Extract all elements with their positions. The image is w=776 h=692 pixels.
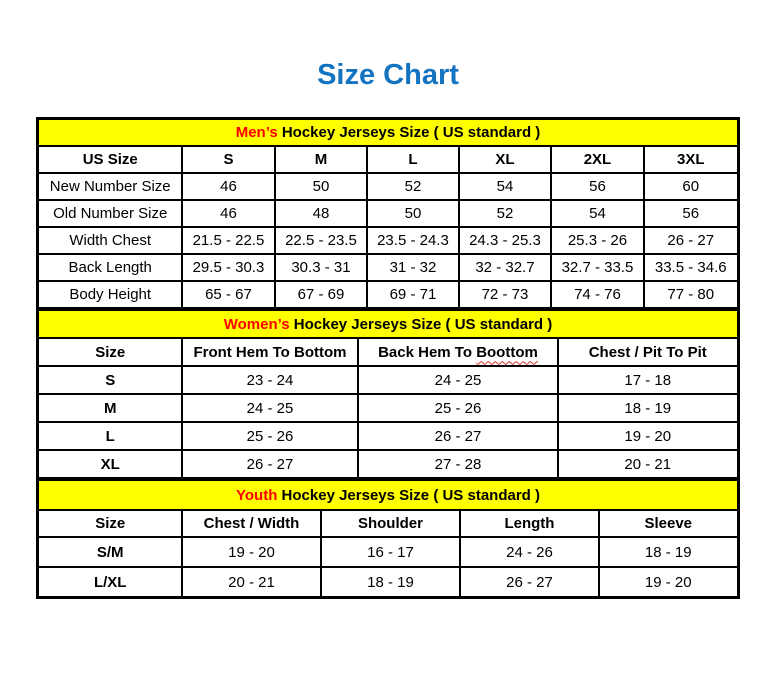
mens-size-table (36, 117, 739, 310)
womens-column-header-row (38, 338, 738, 366)
womens-section-accent: Women’s (223, 315, 290, 333)
size-value-cell: 56 (551, 173, 644, 200)
column-header-shoulder: Shoulder (321, 510, 460, 537)
row-label: M (38, 394, 182, 422)
row-label: New Number Size (38, 173, 182, 200)
size-value-cell: 19 - 20 (599, 567, 738, 598)
youth-section-title-text: Hockey Jerseys Size ( US standard ) (277, 486, 540, 504)
size-value-cell: 32.7 - 33.5 (551, 254, 644, 281)
table-row (38, 394, 738, 422)
row-label: Back Length (38, 254, 182, 281)
size-value-cell: 18 - 19 (558, 394, 738, 422)
size-value-cell: 22.5 - 23.5 (275, 227, 367, 254)
size-value-cell: 29.5 - 30.3 (182, 254, 275, 281)
size-value-cell: 25 - 26 (358, 394, 558, 422)
table-row (38, 173, 738, 200)
size-value-cell: 21.5 - 22.5 (182, 227, 275, 254)
table-row (38, 450, 738, 479)
column-header-size: Size (38, 510, 182, 537)
row-label: Width Chest (38, 227, 182, 254)
table-row (38, 567, 738, 598)
size-value-cell: 32 - 32.7 (459, 254, 551, 281)
size-value-cell: 18 - 19 (321, 567, 460, 598)
womens-size-table (36, 308, 739, 480)
column-header-length: Length (460, 510, 599, 537)
size-value-cell: 16 - 17 (321, 537, 460, 567)
table-row (38, 537, 738, 567)
size-value-cell: 26 - 27 (182, 450, 358, 479)
size-value-cell: 24 - 26 (460, 537, 599, 567)
column-header-l: L (367, 146, 459, 173)
size-value-cell: 77 - 80 (644, 281, 738, 309)
womens-section-title-text: Hockey Jerseys Size ( US standard ) (289, 315, 553, 333)
youth-column-header-row (38, 510, 738, 537)
table-row (38, 254, 738, 281)
size-value-cell: 19 - 20 (182, 537, 321, 567)
size-value-cell: 72 - 73 (459, 281, 551, 309)
size-value-cell: 26 - 27 (358, 422, 558, 450)
column-header-m: M (275, 146, 367, 173)
mens-section-header-row (38, 119, 738, 147)
column-header-s: S (182, 146, 275, 173)
column-header-3xl: 3XL (644, 146, 738, 173)
size-value-cell: 25.3 - 26 (551, 227, 644, 254)
row-label: Old Number Size (38, 200, 182, 227)
youth-size-table (36, 478, 739, 599)
column-header-back-hem (358, 338, 558, 366)
size-value-cell: 26 - 27 (460, 567, 599, 598)
size-value-cell: 65 - 67 (182, 281, 275, 309)
size-value-cell: 46 (182, 173, 275, 200)
size-value-cell: 26 - 27 (644, 227, 738, 254)
size-value-cell: 19 - 20 (558, 422, 738, 450)
column-header-us-size: US Size (38, 146, 182, 173)
youth-section-accent: Youth (236, 486, 278, 504)
youth-section-header (38, 480, 738, 511)
size-value-cell: 46 (182, 200, 275, 227)
column-header-front-hem: Front Hem To Bottom (182, 338, 358, 366)
row-label: S/M (38, 537, 182, 567)
table-row (38, 422, 738, 450)
size-value-cell: 25 - 26 (182, 422, 358, 450)
size-value-cell: 50 (275, 173, 367, 200)
size-value-cell: 33.5 - 34.6 (644, 254, 738, 281)
size-value-cell: 69 - 71 (367, 281, 459, 309)
size-value-cell: 60 (644, 173, 738, 200)
back-hem-misspelled-word: Boottom (476, 343, 538, 361)
back-hem-label-prefix: Back Hem To (378, 343, 477, 361)
row-label: S (38, 366, 182, 394)
row-label: L/XL (38, 567, 182, 598)
size-value-cell: 30.3 - 31 (275, 254, 367, 281)
size-value-cell: 54 (551, 200, 644, 227)
size-value-cell: 23.5 - 24.3 (367, 227, 459, 254)
row-label: L (38, 422, 182, 450)
size-value-cell: 24 - 25 (182, 394, 358, 422)
size-value-cell: 31 - 32 (367, 254, 459, 281)
table-row (38, 366, 738, 394)
size-value-cell: 20 - 21 (558, 450, 738, 479)
table-row (38, 227, 738, 254)
column-header-size: Size (38, 338, 182, 366)
size-value-cell: 20 - 21 (182, 567, 321, 598)
youth-section-header-row (38, 480, 738, 511)
size-value-cell: 23 - 24 (182, 366, 358, 394)
column-header-chest-pit: Chest / Pit To Pit (558, 338, 738, 366)
table-row (38, 200, 738, 227)
womens-section-header-row (38, 310, 738, 339)
size-value-cell: 27 - 28 (358, 450, 558, 479)
page-title: Size Chart (317, 59, 459, 91)
size-value-cell: 18 - 19 (599, 537, 738, 567)
size-value-cell: 48 (275, 200, 367, 227)
size-value-cell: 50 (367, 200, 459, 227)
size-value-cell: 56 (644, 200, 738, 227)
mens-column-header-row (38, 146, 738, 173)
column-header-xl: XL (459, 146, 551, 173)
row-label: Body Height (38, 281, 182, 309)
size-value-cell: 24.3 - 25.3 (459, 227, 551, 254)
mens-section-title-text: Hockey Jerseys Size ( US standard ) (277, 124, 541, 141)
size-value-cell: 17 - 18 (558, 366, 738, 394)
size-value-cell: 67 - 69 (275, 281, 367, 309)
table-row (38, 281, 738, 309)
size-value-cell: 52 (459, 200, 551, 227)
column-header-chest-width: Chest / Width (182, 510, 321, 537)
size-value-cell: 54 (459, 173, 551, 200)
column-header-sleeve: Sleeve (599, 510, 738, 537)
size-value-cell: 24 - 25 (358, 366, 558, 394)
size-value-cell: 52 (367, 173, 459, 200)
row-label: XL (38, 450, 182, 479)
mens-section-header (38, 119, 738, 147)
womens-section-header (38, 310, 738, 339)
mens-section-accent: Men’s (235, 124, 278, 141)
size-value-cell: 74 - 76 (551, 281, 644, 309)
column-header-2xl: 2XL (551, 146, 644, 173)
